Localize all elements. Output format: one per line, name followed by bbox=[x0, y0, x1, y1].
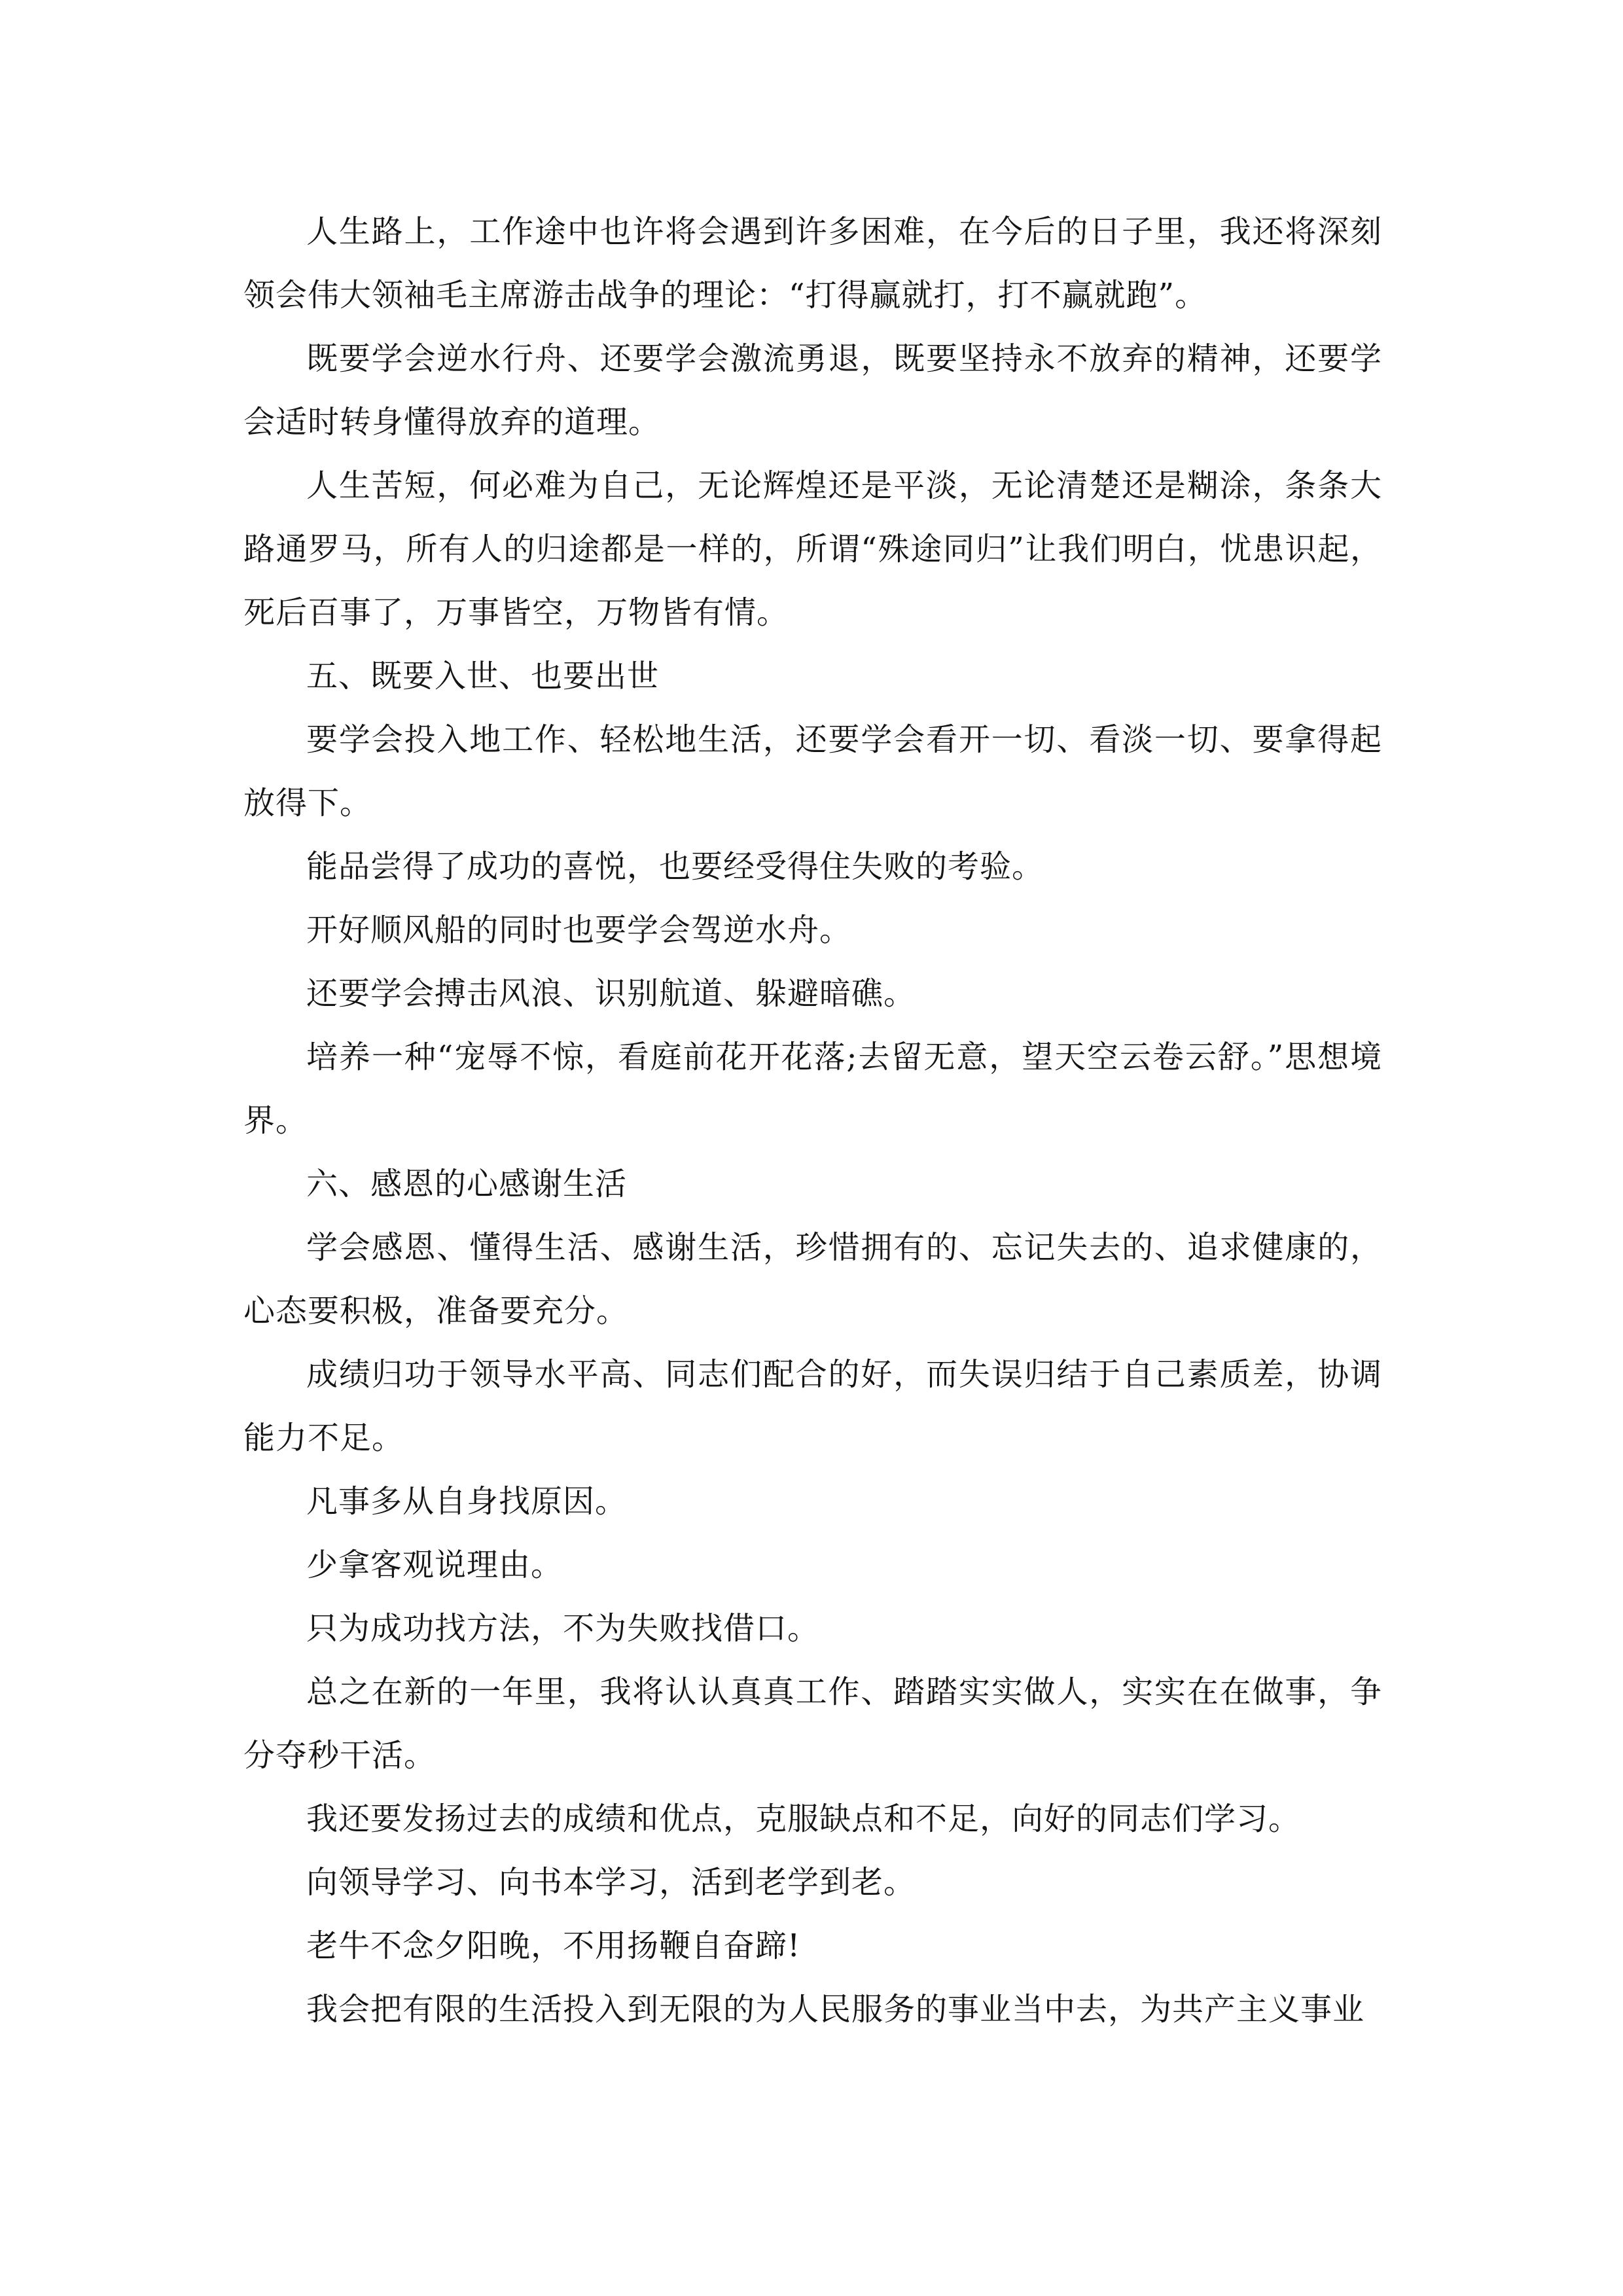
paragraph: 既要学会逆水行舟、还要学会激流勇退，既要坚持永不放弃的精神，还要学会适时转身懂得放弃的道理。 bbox=[243, 340, 1382, 440]
paragraph: 还要学会搏击风浪、识别航道、躲避暗礁。 bbox=[306, 975, 916, 1012]
paragraph: 人生苦短，何必难为自己，无论辉煌还是平淡，无论清楚还是糊涂，条条大路通罗马，所有人的归途都是一样的，所谓“殊途同归”让我们明白，忧患识起，死后百事了，万事皆空，万物皆有情。 bbox=[243, 467, 1382, 631]
paragraph: 学会感恩、懂得生活、感谢生活，珍惜拥有的、忘记失去的、追求健康的，心态要积极，准备要充分。 bbox=[243, 1229, 1382, 1329]
paragraph: 成绩归功于领导水平高、同志们配合的好，而失误归结于自己素质差，协调能力不足。 bbox=[243, 1356, 1382, 1456]
paragraph: 要学会投入地工作、轻松地生活，还要学会看开一切、看淡一切、要拿得起放得下。 bbox=[243, 721, 1382, 821]
section-heading: 五、既要入世、也要出世 bbox=[306, 658, 660, 694]
paragraph: 只为成功找方法，不为失败找借口。 bbox=[306, 1610, 820, 1647]
paragraph: 少拿客观说理由。 bbox=[306, 1547, 563, 1583]
paragraph: 人生路上，工作途中也许将会遇到许多困难，在今后的日子里，我还将深刻领会伟大领袖毛主席游击战争的理论：“打得赢就打，打不赢就跑”。 bbox=[243, 213, 1382, 314]
paragraph: 我会把有限的生活投入到无限的为人民服务的事业当中去，为共产主义事业 bbox=[306, 1991, 1365, 2028]
paragraph: 老牛不念夕阳晚，不用扬鞭自奋蹄! bbox=[306, 1928, 801, 1964]
paragraph: 培养一种“宠辱不惊，看庭前花开花落;去留无意，望天空云卷云舒。”思想境界。 bbox=[243, 1039, 1382, 1139]
paragraph: 总之在新的一年里，我将认认真真工作、踏踏实实做人，实实在在做事，争分夺秒干活。 bbox=[243, 1674, 1382, 1774]
paragraph: 开好顺风船的同时也要学会驾逆水舟。 bbox=[306, 912, 852, 948]
paragraph: 凡事多从自身找原因。 bbox=[306, 1483, 628, 1520]
paragraph: 向领导学习、向书本学习，活到老学到老。 bbox=[306, 1864, 916, 1901]
document-body bbox=[243, 200, 1382, 2041]
paragraph: 能品尝得了成功的喜悦，也要经受得住失败的考验。 bbox=[306, 848, 1044, 885]
section-heading: 六、感恩的心感谢生活 bbox=[306, 1166, 628, 1202]
paragraph: 我还要发扬过去的成绩和优点，克服缺点和不足，向好的同志们学习。 bbox=[306, 1801, 1301, 1837]
